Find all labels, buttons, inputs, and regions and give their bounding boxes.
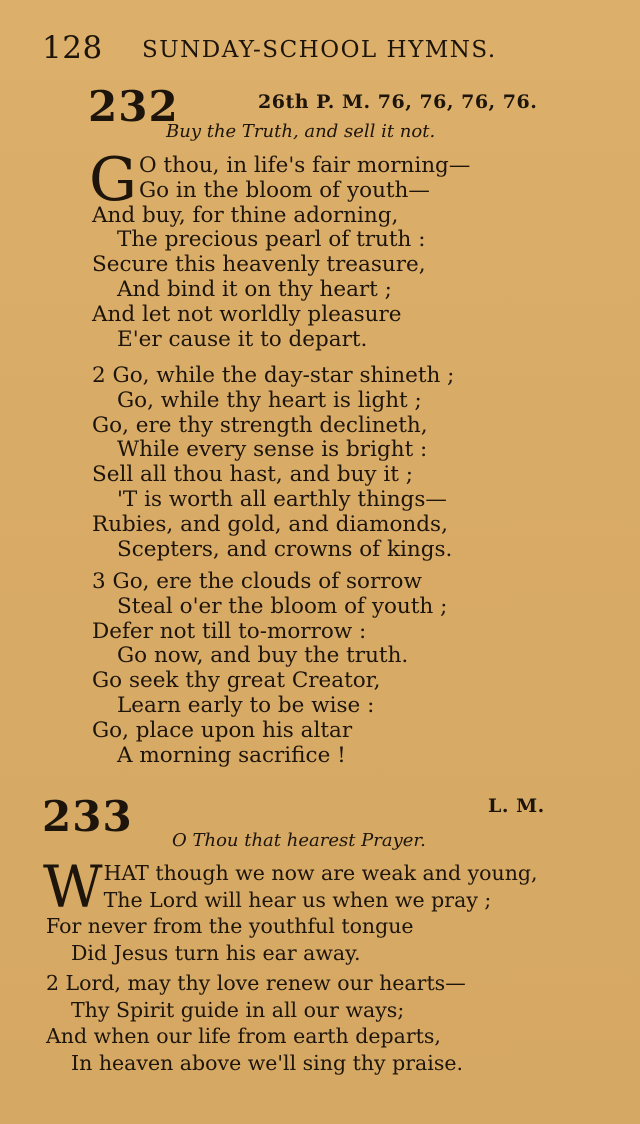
verse-line: A morning sacrifice ! [117,742,346,768]
verse-line: And bind it on thy heart ; [117,276,392,302]
verse-line: Go in the bloom of youth— [138,177,430,203]
verse-line: Go, while thy heart is light ; [117,387,422,413]
hymn-meter: L. M. [488,795,545,817]
verse-line: 2 Lord, may thy love renew our hearts— [46,971,466,995]
page-number: 128 [42,30,103,66]
stanza-2 [92,364,592,562]
verse-line: HAT though we now are weak and young, [103,861,538,885]
verse-line: Defer not till to-morrow : [92,618,367,644]
verse-line: While every sense is bright : [117,437,428,463]
verse-line: For never from the youthful tongue [46,914,414,938]
verse-line: And when our life from earth departs, [46,1024,441,1048]
drop-cap: W [43,853,103,921]
hymn-title: Buy the Truth, and sell it not. [166,121,436,142]
verse-line: Scepters, and crowns of kings. [117,536,453,562]
verse-line: 2 Go, while the day-star shineth ; [92,363,455,388]
verse-line: 'T is worth all earthly things— [117,486,447,512]
hymn-title: O Thou that hearest Prayer. [172,830,426,851]
verse-line: And let not worldly pleasure [92,301,402,327]
verse-line: Learn early to be wise : [117,692,375,718]
verse-line: The Lord will hear us when we pray ; [103,887,492,912]
verse-line: Go seek thy great Creator, [92,668,381,694]
verse-line: 3 Go, ere the clouds of sorrow [92,569,422,594]
verse-line: The precious pearl of truth : [117,227,426,253]
verse-line: Did Jesus turn his ear away. [71,940,361,965]
verse-line: Sell all thou hast, and buy it ; [92,462,414,488]
hymn-number: 233 [42,792,133,841]
verse-line: O thou, in life's fair morning— [138,153,471,178]
drop-cap: G [89,145,137,215]
verse-line: Go now, and buy the truth. [117,643,409,669]
verse-line: Go, ere thy strength declineth, [92,412,428,438]
verse-line: In heaven above we'll sing thy praise. [71,1050,463,1075]
stanza-1 [89,145,572,352]
verse-line: Thy Spirit guide in all our ways; [71,997,405,1022]
verse-line: Steal o'er the bloom of youth ; [117,593,448,619]
hymn-number: 232 [88,82,179,131]
stanza-3 [92,570,592,768]
stanza-1 [43,853,606,966]
verse-line: Secure this heavenly treasure, [92,252,426,278]
hymn-meter: 26th P. M. 76, 76, 76, 76. [258,91,538,113]
verse-line: Rubies, and gold, and diamonds, [92,511,448,537]
stanza-2 [46,970,606,1076]
running-title: SUNDAY-SCHOOL HYMNS. [142,37,497,63]
verse-line: Go, place upon his altar [92,717,353,743]
verse-line: E'er cause it to depart. [117,326,368,352]
verse-line: And buy, for thine adorning, [92,202,399,228]
